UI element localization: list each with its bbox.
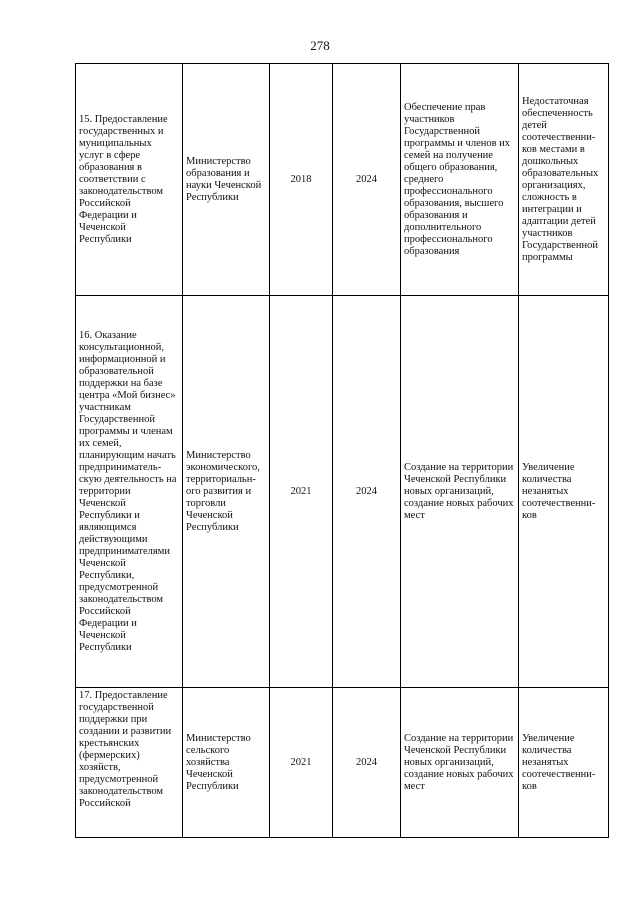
page-number: 278 [310, 38, 330, 53]
risk-cell: Увеличение количества незанятых соотечественников [519, 688, 609, 838]
result-cell: Обеспечение прав участников Государственной программы и членов их семей на получение общего образования, среднего профессионального образования, высшего образования и дополнительного профессионального образования [401, 64, 519, 296]
end-year-cell: 2024 [333, 64, 401, 296]
start-year-cell: 2021 [270, 296, 333, 688]
end-year-cell: 2024 [333, 296, 401, 688]
executor-cell: Министерство сельского хозяйства Чеченской Республики [183, 688, 270, 838]
start-year-cell: 2018 [270, 64, 333, 296]
table-row [76, 688, 609, 838]
executor-cell: Министерство образования и науки Чеченской Республики [183, 64, 270, 296]
measures-table [75, 63, 609, 838]
table-row [76, 64, 609, 296]
risk-cell: Увеличение количества незанятых соотечественников [519, 296, 609, 688]
table-row [76, 296, 609, 688]
risk-cell: Недостаточная обеспеченность детей соотечественников местами в дошкольных образовательных организациях, сложность в интеграции и адаптации детей участников Государственной программы [519, 64, 609, 296]
measure-name-cell: 17. Предоставление государственной поддержки при создании и развитии крестьянских (фермерских) хозяйств, предусмотренной законодательством Российской [76, 688, 183, 838]
result-cell: Создание на территории Чеченской Республики новых организаций, создание новых рабочих мест [401, 296, 519, 688]
end-year-cell: 2024 [333, 688, 401, 838]
result-cell: Создание на территории Чеченской Республики новых организаций, создание новых рабочих мест [401, 688, 519, 838]
measure-name-cell: 15. Предоставление государственных и муниципальных услуг в сфере образования в соответствии с законодательством Российской Федерации и Чеченской Республики [76, 64, 183, 296]
measure-name-cell: 16. Оказание консультационной, информационной и образовательной поддержки на базе центра «Мой бизнес» участникам Государственной программы и членам их семей, планирующим начать предпринимательскую деятельность на территории Чеченской Республики и являющимся действующими предпринимателями Чеченской Республики, предусмотренной законодательством Российской Федерации и Чеченской Республики [76, 296, 183, 688]
start-year-cell: 2021 [270, 688, 333, 838]
executor-cell: Министерство экономического, территориального развития и торговли Чеченской Республики [183, 296, 270, 688]
